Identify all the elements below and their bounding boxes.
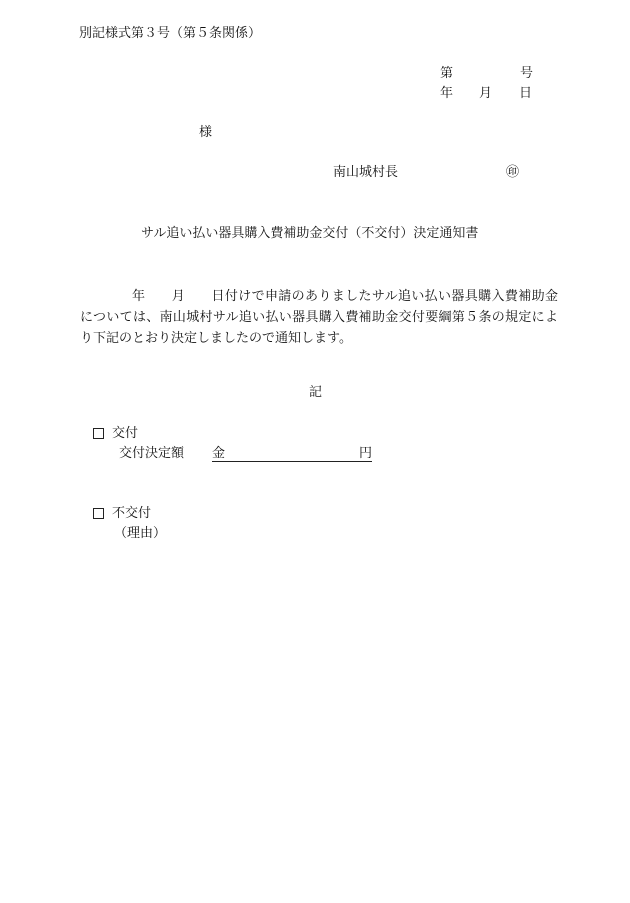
issuer-title: 南山城村長 [333,165,399,180]
body-year: 年 [132,289,146,304]
currency-suffix: 円 [359,446,373,461]
form-label: 別記様式第３号（第５条関係） [79,26,262,41]
grant-checkbox[interactable] [93,428,104,439]
amount-field[interactable] [212,446,372,462]
doc-number-suffix: 号 [520,66,534,81]
no-grant-reason: （理由） [114,526,167,541]
body-month: 月 [171,289,186,304]
no-grant-checkbox[interactable] [93,508,104,519]
doc-number-prefix: 第 [440,66,454,81]
document-title: サル追い払い器具購入費補助金交付（不交付）決定通知書 [141,226,479,241]
date-year: 年 [440,86,454,101]
date-month: 月 [479,86,493,101]
date-day: 日 [519,86,533,101]
ki-heading: 記 [309,385,323,400]
seal-mark: ㊞ [506,165,520,180]
addressee-suffix: 様 [199,125,213,140]
grant-label: 交付 [112,426,139,441]
body-paragraph [80,286,558,349]
grant-amount-label: 交付決定額 [119,446,185,461]
no-grant-label: 不交付 [112,506,152,521]
body-text: 日付けで申請のありましたサル追い払い器具購入費補助金については、南山城村サル追い払い器具購入費補助金交付要綱第５条の規定により下記のとおり決定しましたので通知します。 [80,289,558,346]
currency-prefix: 金 [212,446,226,461]
